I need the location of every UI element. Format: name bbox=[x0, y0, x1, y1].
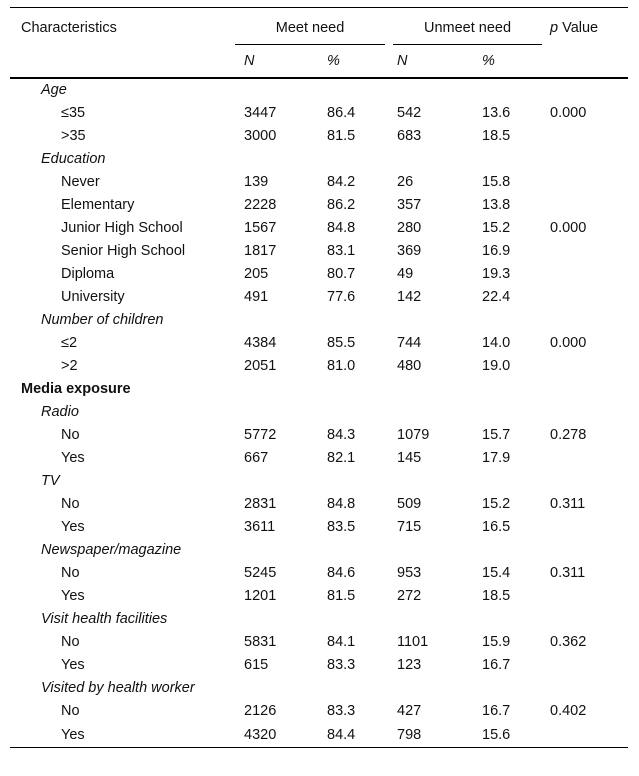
cell-meet-n: 3447 bbox=[244, 105, 277, 121]
cell-p-value: 0.311 bbox=[550, 496, 586, 512]
cell-meet-n bbox=[235, 148, 314, 171]
cell-p-value bbox=[542, 447, 628, 470]
cell-unmeet-pct: 19.3 bbox=[482, 266, 511, 282]
cell-unmeet-pct bbox=[469, 539, 542, 562]
row-category-label: Visited by health worker bbox=[41, 680, 195, 696]
cell-p-value bbox=[542, 125, 628, 148]
cell-unmeet-n bbox=[389, 78, 469, 102]
cell-meet-pct bbox=[314, 401, 389, 424]
cell-meet-n bbox=[235, 401, 314, 424]
table-row bbox=[10, 171, 628, 194]
cell-p-value bbox=[542, 608, 628, 631]
cell-unmeet-n: 744 bbox=[397, 335, 422, 351]
header-n-unmeet: N bbox=[389, 46, 469, 78]
cell-meet-pct: 80.7 bbox=[327, 266, 356, 282]
cell-unmeet-pct: 13.6 bbox=[482, 105, 511, 121]
header-p-value bbox=[542, 8, 628, 46]
cell-meet-n: 491 bbox=[244, 289, 269, 305]
cell-unmeet-pct bbox=[469, 608, 542, 631]
cell-unmeet-pct: 16.7 bbox=[482, 703, 511, 719]
table-row bbox=[10, 332, 628, 355]
cell-unmeet-n: 280 bbox=[397, 220, 422, 236]
cell-unmeet-n bbox=[389, 148, 469, 171]
cell-meet-pct bbox=[314, 677, 389, 700]
cell-meet-n bbox=[235, 470, 314, 493]
cell-p-value bbox=[542, 240, 628, 263]
row-category-label: Education bbox=[41, 151, 106, 167]
cell-unmeet-pct: 15.9 bbox=[482, 634, 511, 650]
cell-unmeet-n bbox=[389, 539, 469, 562]
cell-p-value bbox=[542, 470, 628, 493]
table-row bbox=[10, 516, 628, 539]
row-label: No bbox=[61, 634, 80, 650]
cell-meet-pct: 84.8 bbox=[327, 220, 356, 236]
cell-p-value bbox=[542, 654, 628, 677]
cell-unmeet-n: 1079 bbox=[397, 427, 430, 443]
table-row bbox=[10, 677, 628, 700]
cell-meet-n: 615 bbox=[244, 657, 269, 673]
cell-meet-pct: 83.3 bbox=[327, 657, 356, 673]
header-blank-p bbox=[542, 46, 628, 78]
cell-unmeet-pct: 14.0 bbox=[482, 335, 511, 351]
header-meet-need bbox=[235, 8, 389, 46]
row-label: Never bbox=[61, 174, 100, 190]
cell-p-value bbox=[542, 539, 628, 562]
row-label: No bbox=[61, 496, 80, 512]
row-label: University bbox=[61, 289, 125, 305]
cell-unmeet-n: 683 bbox=[397, 128, 422, 144]
cell-unmeet-n: 49 bbox=[397, 266, 414, 282]
cell-meet-n bbox=[235, 309, 314, 332]
cell-p-value bbox=[542, 677, 628, 700]
cell-unmeet-n: 953 bbox=[397, 565, 422, 581]
cell-p-value bbox=[542, 378, 628, 401]
cell-unmeet-pct: 15.6 bbox=[469, 723, 542, 748]
table-body bbox=[10, 78, 628, 748]
cell-unmeet-n: 369 bbox=[397, 243, 422, 259]
row-label: >2 bbox=[61, 358, 78, 374]
header-unmeet-need-label: Unmeet need bbox=[393, 20, 542, 45]
cell-meet-pct: 81.5 bbox=[327, 128, 356, 144]
cell-unmeet-pct bbox=[469, 470, 542, 493]
cell-meet-pct: 81.5 bbox=[327, 588, 356, 604]
cell-p-value: 0.000 bbox=[550, 335, 587, 351]
cell-unmeet-n: 26 bbox=[397, 174, 414, 190]
cell-meet-pct bbox=[314, 539, 389, 562]
cell-meet-n: 1201 bbox=[244, 588, 277, 604]
row-category-label: Age bbox=[41, 82, 67, 98]
cell-p-value bbox=[542, 723, 628, 748]
row-label: Elementary bbox=[61, 197, 135, 213]
row-label: Yes bbox=[61, 588, 85, 604]
cell-p-value: 0.000 bbox=[550, 220, 587, 236]
table-row bbox=[10, 78, 628, 102]
cell-unmeet-pct: 13.8 bbox=[482, 197, 511, 213]
cell-meet-pct bbox=[314, 470, 389, 493]
cell-unmeet-n: 357 bbox=[397, 197, 422, 213]
cell-p-value bbox=[542, 171, 628, 194]
cell-unmeet-n bbox=[389, 608, 469, 631]
cell-unmeet-pct bbox=[469, 378, 542, 401]
row-label: No bbox=[61, 427, 80, 443]
table-row bbox=[10, 240, 628, 263]
table-row bbox=[10, 470, 628, 493]
cell-meet-n: 5831 bbox=[244, 634, 277, 650]
header-unmeet-need bbox=[389, 8, 542, 46]
row-category-label: TV bbox=[41, 473, 60, 489]
header-p-suffix: Value bbox=[558, 20, 599, 36]
cell-unmeet-pct: 15.8 bbox=[482, 174, 511, 190]
cell-unmeet-n bbox=[389, 309, 469, 332]
cell-meet-n: 5245 bbox=[244, 565, 277, 581]
cell-p-value bbox=[542, 585, 628, 608]
row-label: No bbox=[61, 703, 80, 719]
table-row bbox=[10, 263, 628, 286]
cell-unmeet-pct: 16.7 bbox=[482, 657, 511, 673]
table-row bbox=[10, 148, 628, 171]
cell-meet-pct bbox=[314, 608, 389, 631]
cell-meet-pct: 84.2 bbox=[327, 174, 356, 190]
row-label: Yes bbox=[61, 519, 85, 535]
cell-unmeet-pct bbox=[469, 677, 542, 700]
table-row bbox=[10, 309, 628, 332]
table-row bbox=[10, 631, 628, 654]
row-category-label: Radio bbox=[41, 404, 79, 420]
cell-p-value bbox=[542, 78, 628, 102]
cell-unmeet-n bbox=[389, 401, 469, 424]
cell-unmeet-pct: 15.2 bbox=[482, 220, 511, 236]
row-category-label: Visit health facilities bbox=[41, 611, 168, 627]
cell-meet-n: 205 bbox=[244, 266, 269, 282]
cell-unmeet-n: 123 bbox=[397, 657, 422, 673]
row-label: Junior High School bbox=[61, 220, 183, 236]
table-row bbox=[10, 700, 628, 723]
cell-unmeet-pct: 15.7 bbox=[482, 427, 511, 443]
cell-p-value bbox=[542, 401, 628, 424]
table-row bbox=[10, 493, 628, 516]
table-row bbox=[10, 723, 628, 748]
cell-unmeet-n: 480 bbox=[397, 358, 422, 374]
cell-meet-n: 139 bbox=[244, 174, 269, 190]
cell-meet-pct: 77.6 bbox=[327, 289, 356, 305]
row-label: >35 bbox=[61, 128, 86, 144]
row-label: Yes bbox=[61, 450, 85, 466]
cell-meet-n bbox=[235, 539, 314, 562]
cell-p-value bbox=[542, 516, 628, 539]
cell-unmeet-pct: 18.5 bbox=[482, 588, 511, 604]
cell-meet-n: 1817 bbox=[244, 243, 277, 259]
cell-unmeet-n bbox=[389, 378, 469, 401]
cell-unmeet-pct: 15.4 bbox=[482, 565, 511, 581]
cell-unmeet-pct: 22.4 bbox=[482, 289, 511, 305]
cell-meet-n bbox=[235, 677, 314, 700]
cell-p-value bbox=[542, 148, 628, 171]
cell-meet-pct: 83.5 bbox=[327, 519, 356, 535]
cell-meet-pct: 84.3 bbox=[327, 427, 356, 443]
cell-meet-n: 1567 bbox=[244, 220, 277, 236]
table-row bbox=[10, 286, 628, 309]
cell-p-value: 0.402 bbox=[550, 703, 587, 719]
cell-meet-n: 2228 bbox=[244, 197, 277, 213]
cell-unmeet-pct bbox=[469, 401, 542, 424]
table-row bbox=[10, 355, 628, 378]
cell-unmeet-n: 1101 bbox=[397, 634, 429, 650]
cell-p-value bbox=[542, 194, 628, 217]
data-table bbox=[10, 7, 628, 748]
cell-unmeet-n: 542 bbox=[397, 105, 422, 121]
row-category-label: Number of children bbox=[41, 312, 164, 328]
cell-meet-pct: 86.4 bbox=[327, 105, 356, 121]
cell-meet-pct: 81.0 bbox=[327, 358, 356, 374]
cell-unmeet-n: 272 bbox=[397, 588, 422, 604]
cell-p-value: 0.362 bbox=[550, 634, 587, 650]
cell-meet-pct: 82.1 bbox=[327, 450, 356, 466]
header-p-italic: p bbox=[550, 20, 559, 36]
header-meet-need-label: Meet need bbox=[235, 20, 385, 45]
cell-unmeet-pct: 16.9 bbox=[482, 243, 511, 259]
table-row bbox=[10, 217, 628, 240]
cell-unmeet-n: 145 bbox=[397, 450, 422, 466]
header-pct-unmeet: % bbox=[469, 46, 542, 78]
cell-meet-pct bbox=[314, 78, 389, 102]
cell-meet-n: 2051 bbox=[244, 358, 277, 374]
cell-unmeet-pct: 19.0 bbox=[482, 358, 511, 374]
table-row bbox=[10, 401, 628, 424]
cell-p-value bbox=[542, 309, 628, 332]
row-label: ≤2 bbox=[61, 335, 78, 351]
cell-meet-pct bbox=[314, 378, 389, 401]
cell-unmeet-n: 427 bbox=[397, 703, 422, 719]
cell-p-value: 0.311 bbox=[550, 565, 586, 581]
cell-unmeet-n: 509 bbox=[397, 496, 422, 512]
cell-meet-n: 3611 bbox=[244, 519, 276, 535]
table-row bbox=[10, 539, 628, 562]
table-row bbox=[10, 608, 628, 631]
header-n-meet: N bbox=[235, 46, 314, 78]
table-row bbox=[10, 447, 628, 470]
cell-meet-pct: 84.8 bbox=[327, 496, 356, 512]
row-label: No bbox=[61, 565, 80, 581]
table-row bbox=[10, 125, 628, 148]
cell-unmeet-pct: 17.9 bbox=[482, 450, 511, 466]
header-blank bbox=[10, 46, 235, 78]
cell-unmeet-n: 142 bbox=[397, 289, 422, 305]
table-row bbox=[10, 562, 628, 585]
row-category-label: Newspaper/magazine bbox=[41, 542, 182, 558]
cell-p-value bbox=[542, 286, 628, 309]
cell-meet-pct: 84.6 bbox=[327, 565, 356, 581]
cell-unmeet-n bbox=[389, 470, 469, 493]
table-row bbox=[10, 194, 628, 217]
cell-meet-n: 2831 bbox=[244, 496, 277, 512]
cell-unmeet-pct: 16.5 bbox=[482, 519, 511, 535]
cell-unmeet-pct: 18.5 bbox=[482, 128, 511, 144]
cell-meet-pct bbox=[314, 309, 389, 332]
cell-meet-pct bbox=[314, 148, 389, 171]
cell-meet-pct: 83.3 bbox=[327, 703, 356, 719]
table-row bbox=[10, 585, 628, 608]
row-label: Senior High School bbox=[61, 243, 186, 259]
row-label: Yes bbox=[10, 723, 235, 748]
header-characteristics: Characteristics bbox=[10, 8, 235, 46]
cell-meet-n: 2126 bbox=[244, 703, 277, 719]
cell-unmeet-pct bbox=[469, 309, 542, 332]
cell-meet-n bbox=[235, 608, 314, 631]
cell-meet-pct: 84.1 bbox=[327, 634, 356, 650]
table-row bbox=[10, 424, 628, 447]
table-row bbox=[10, 378, 628, 401]
cell-unmeet-pct bbox=[469, 148, 542, 171]
cell-meet-n: 4384 bbox=[244, 335, 277, 351]
cell-meet-pct: 84.4 bbox=[314, 723, 389, 748]
table-row bbox=[10, 102, 628, 125]
header-pct-meet: % bbox=[314, 46, 389, 78]
table-row bbox=[10, 654, 628, 677]
cell-unmeet-n bbox=[389, 677, 469, 700]
cell-meet-pct: 85.5 bbox=[327, 335, 356, 351]
cell-p-value: 0.000 bbox=[550, 105, 587, 121]
row-label: Diploma bbox=[61, 266, 115, 282]
cell-meet-n: 667 bbox=[244, 450, 269, 466]
cell-meet-pct: 83.1 bbox=[327, 243, 356, 259]
cell-meet-pct: 86.2 bbox=[327, 197, 356, 213]
cell-meet-n: 5772 bbox=[244, 427, 277, 443]
row-label: ≤35 bbox=[61, 105, 86, 121]
cell-p-value bbox=[542, 355, 628, 378]
row-category-label: Media exposure bbox=[21, 381, 131, 397]
row-label: Yes bbox=[61, 657, 85, 673]
cell-unmeet-n: 798 bbox=[389, 723, 469, 748]
cell-meet-n bbox=[235, 378, 314, 401]
cell-p-value bbox=[542, 263, 628, 286]
cell-unmeet-pct: 15.2 bbox=[482, 496, 511, 512]
cell-meet-n: 4320 bbox=[235, 723, 314, 748]
cell-p-value: 0.278 bbox=[550, 427, 587, 443]
cell-meet-n: 3000 bbox=[244, 128, 277, 144]
cell-unmeet-n: 715 bbox=[397, 519, 422, 535]
cell-meet-n bbox=[235, 78, 314, 102]
cell-unmeet-pct bbox=[469, 78, 542, 102]
